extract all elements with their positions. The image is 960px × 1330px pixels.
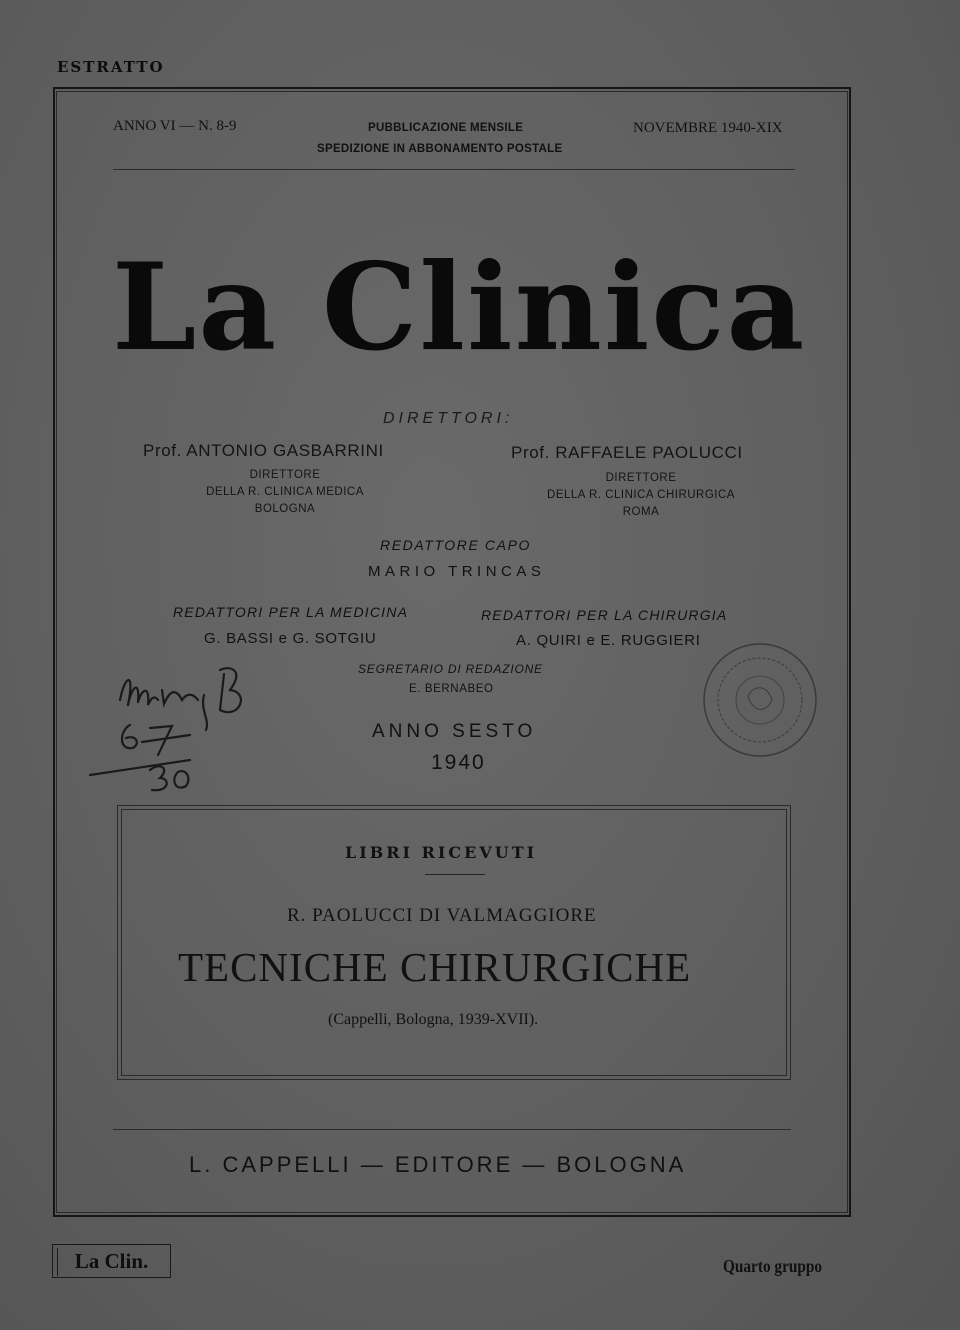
director-left-title (185, 467, 385, 518)
shipping-note: SPEDIZIONE IN ABBONAMENTO POSTALE (317, 143, 563, 155)
surgery-editors-names: A. QUIRI e E. RUGGIERI (516, 632, 701, 649)
director-left-line1: DIRETTORE (249, 469, 321, 481)
publication-frequency: PUBBLICAZIONE MENSILE (368, 122, 524, 134)
book-title: TECNICHE CHIRURGICHE (178, 944, 692, 990)
publisher-rule (113, 1129, 791, 1130)
estratto-label: ESTRATTO (57, 58, 165, 76)
group-note: Quarto gruppo (723, 1256, 823, 1276)
issue-date: NOVEMBRE 1940-XIX (633, 120, 783, 136)
label-bar (57, 1248, 58, 1276)
abbreviation-label (52, 1244, 171, 1278)
issue-number: ANNO VI — N. 8-9 (113, 118, 237, 134)
publisher-line: L. CAPPELLI — EDITORE — BOLOGNA (189, 1152, 687, 1177)
volume-year: 1940 (431, 751, 486, 774)
secretary-heading: SEGRETARIO DI REDAZIONE (358, 662, 543, 676)
medicine-editors-names: G. BASSI e G. SOTGIU (204, 630, 377, 647)
abbreviation-text: La Clin. (74, 1249, 149, 1273)
director-right-line2: DELLA R. CLINICA CHIRURGICA (547, 489, 735, 501)
secretary-name: E. BERNABEO (409, 683, 494, 695)
director-left-line2: DELLA R. CLINICA MEDICA (206, 486, 364, 498)
header-rule (113, 169, 795, 170)
review-heading-rule (425, 874, 485, 875)
review-heading: LIBRI RICEVUTI (345, 843, 538, 862)
directors-heading: DIRETTORI: (383, 410, 514, 427)
director-right-line1: DIRETTORE (605, 472, 677, 484)
library-seal-stamp (700, 638, 824, 762)
surgery-editors-heading: REDATTORI PER LA CHIRURGIA (481, 607, 728, 623)
journal-title: La Clinica (112, 237, 807, 378)
director-left-name: Prof. ANTONIO GASBARRINI (143, 441, 384, 460)
volume-label: ANNO SESTO (372, 721, 537, 742)
handwritten-shelfmark (80, 650, 280, 800)
director-right-title (530, 470, 752, 521)
book-publication-note: (Cappelli, Bologna, 1939-XVII). (328, 1011, 539, 1028)
chief-editor-name: MARIO TRINCAS (368, 563, 546, 580)
chief-editor-heading: REDATTORE CAPO (380, 537, 532, 553)
director-right-name: Prof. RAFFAELE PAOLUCCI (511, 443, 743, 462)
director-right-line3: ROMA (622, 506, 660, 518)
book-author: R. PAOLUCCI DI VALMAGGIORE (287, 905, 597, 926)
medicine-editors-heading: REDATTORI PER LA MEDICINA (173, 604, 409, 620)
director-left-line3: BOLOGNA (254, 503, 316, 515)
